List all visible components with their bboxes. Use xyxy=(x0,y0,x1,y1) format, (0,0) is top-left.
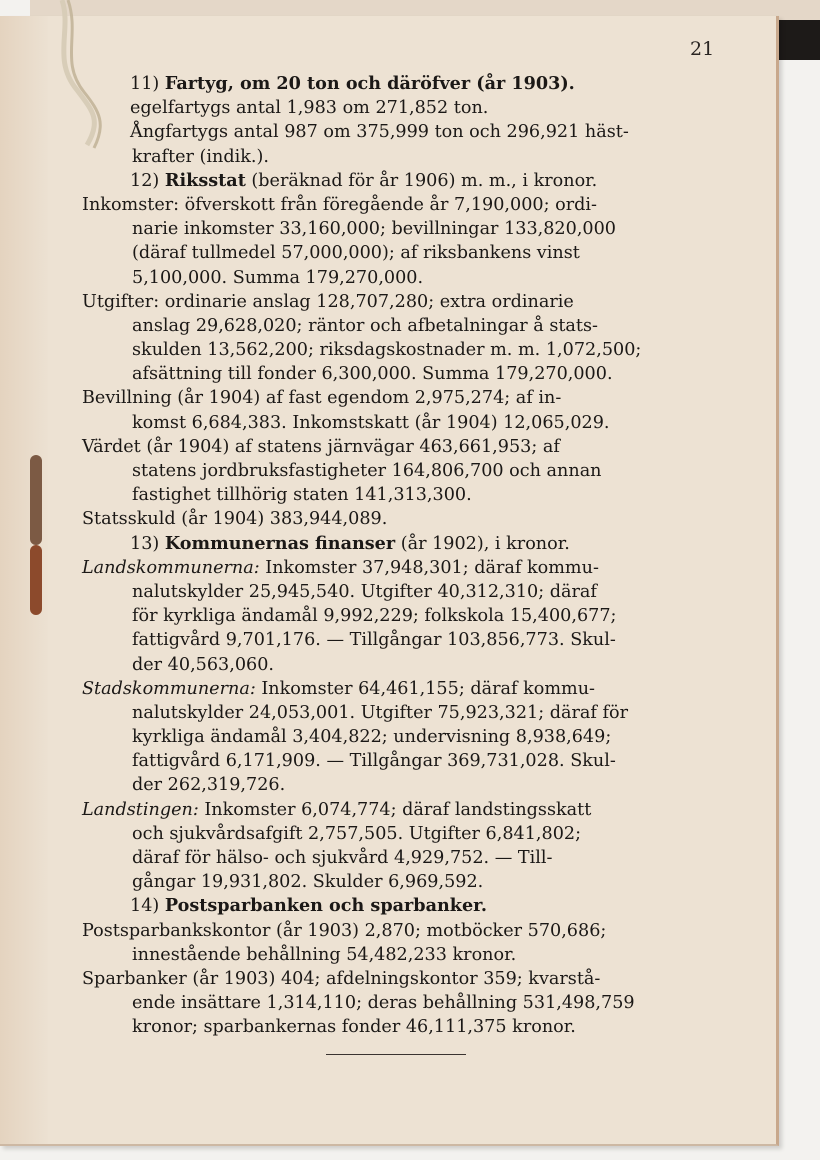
line-text: 14) xyxy=(130,896,165,917)
line-text: Utgifter: ordinarie anslag 128,707,280; extra ordinarie xyxy=(82,291,574,312)
line-text: Ångfartygs antal 987 om 375,999 ton och 296,921 häst- xyxy=(130,122,629,143)
text-line xyxy=(82,1015,722,1039)
text-line xyxy=(82,241,722,265)
line-text: egelfartygs antal 1,983 om 271,852 ton. xyxy=(130,98,489,119)
text-line xyxy=(82,386,722,410)
line-text: (beräknad för år 1906) m. m., i kronor. xyxy=(245,170,598,191)
text-line xyxy=(82,290,722,314)
text-line xyxy=(82,580,722,604)
text-line xyxy=(82,435,722,459)
line-text: nalutskylder 25,945,540. Utgifter 40,312,310; däraf xyxy=(132,581,597,602)
line-text: ende insättare 1,314,110; deras behållning 531,498,759 xyxy=(132,993,635,1014)
closing-rule xyxy=(326,1054,466,1055)
page-text xyxy=(82,72,722,1040)
text-line xyxy=(82,217,722,241)
line-text: Inkomster 37,948,301; däraf kommu- xyxy=(259,557,599,578)
line-text: skulden 13,562,200; riksdagskostnader m. m. 1,072,500; xyxy=(132,340,642,361)
section-heading: Postsparbanken och sparbanker. xyxy=(164,895,487,917)
line-text: anslag 29,628,020; räntor och afbetalningar å stats- xyxy=(132,315,598,336)
line-text: 11) xyxy=(130,74,165,94)
text-line xyxy=(82,507,722,531)
text-line xyxy=(82,773,722,797)
line-text: der 262,319,726. xyxy=(132,775,286,796)
line-text: däraf för hälso- och sjukvård 4,929,752. — Till- xyxy=(132,848,553,868)
line-text: Sparbanker (år 1903) 404; afdelningskontor 359; kvarstå- xyxy=(82,968,601,989)
text-line xyxy=(82,120,722,144)
text-line xyxy=(82,362,722,386)
text-line xyxy=(82,459,722,483)
line-text: komst 6,684,383. Inkomstskatt (år 1904) 12,065,029. xyxy=(132,412,610,433)
text-line xyxy=(82,701,722,725)
text-line xyxy=(82,628,722,652)
text-line xyxy=(82,822,722,846)
text-line xyxy=(82,145,722,169)
line-text: afsättning till fonder 6,300,000. Summa 179,270,000. xyxy=(132,364,613,385)
line-text: Inkomster 6,074,774; däraf landstingsskatt xyxy=(198,799,592,820)
line-text: nalutskylder 24,053,001. Utgifter 75,923,321; däraf för xyxy=(132,702,629,723)
line-text: (år 1902), i kronor. xyxy=(395,533,570,554)
text-line xyxy=(82,556,722,580)
text-line xyxy=(82,749,722,773)
text-line xyxy=(82,725,722,749)
text-line xyxy=(82,943,722,967)
text-line xyxy=(82,96,722,120)
section-heading: Fartyg, om 20 ton och däröfver (år 1903). xyxy=(164,73,575,94)
text-line xyxy=(82,411,722,435)
text-line xyxy=(82,338,722,362)
line-text: (däraf tullmedel 57,000,000); af riksbankens vinst xyxy=(132,243,580,264)
text-line xyxy=(82,314,722,338)
line-text: kronor; sparbankernas fonder 46,111,375 kronor. xyxy=(132,1017,576,1038)
category-label: Stadskommunerna: xyxy=(82,678,256,699)
text-line xyxy=(82,677,722,701)
text-line xyxy=(82,991,722,1015)
line-text: gångar 19,931,802. Skulder 6,969,592. xyxy=(132,872,484,893)
line-text: Bevillning (år 1904) af fast egendom 2,975,274; af in- xyxy=(82,388,562,409)
line-text: narie inkomster 33,160,000; bevillningar 133,820,000 xyxy=(132,219,616,240)
line-text: kyrkliga ändamål 3,404,822; undervisning 8,938,649; xyxy=(132,727,612,748)
text-line xyxy=(82,870,722,894)
page-tear-mark xyxy=(30,545,42,615)
line-text: der 40,563,060. xyxy=(132,654,275,675)
line-text: Värdet (år 1904) af statens järnvägar 463,661,953; af xyxy=(82,436,560,457)
section-heading: Riksstat xyxy=(164,169,246,191)
section-heading: Kommunernas finanser xyxy=(164,532,396,554)
text-line xyxy=(82,967,722,991)
text-line xyxy=(82,193,722,217)
page-number: 21 xyxy=(690,38,715,60)
text-line xyxy=(82,169,722,193)
line-text: 13) xyxy=(130,533,165,554)
line-text: innestående behållning 54,482,233 kronor. xyxy=(132,944,517,965)
text-line xyxy=(82,919,722,943)
line-text: Inkomster: öfverskott från föregående år 7,190,000; ordi- xyxy=(82,194,597,215)
line-text: krafter (indik.). xyxy=(132,146,269,167)
line-text: 5,100,000. Summa 179,270,000. xyxy=(132,267,424,288)
line-text: fattigvård 6,171,909. — Tillgångar 369,731,028. Skul- xyxy=(132,751,616,772)
text-line xyxy=(82,653,722,677)
line-text: Postsparbankskontor (år 1903) 2,870; motböcker 570,686; xyxy=(82,920,607,941)
line-text: fattigvård 9,701,176. — Tillgångar 103,856,773. Skul- xyxy=(132,630,616,651)
page-tear-mark xyxy=(30,455,42,545)
line-text: och sjukvårdsafgift 2,757,505. Utgifter 6,841,802; xyxy=(132,823,582,844)
line-text: statens jordbruksfastigheter 164,806,700 och annan xyxy=(132,461,602,481)
text-line xyxy=(82,483,722,507)
text-line xyxy=(82,72,722,96)
line-text: Inkomster 64,461,155; däraf kommu- xyxy=(255,678,595,699)
line-text: fastighet tillhörig staten 141,313,300. xyxy=(132,485,472,506)
line-text: Statsskuld (år 1904) 383,944,089. xyxy=(82,509,388,530)
category-label: Landstingen: xyxy=(82,799,199,820)
text-line xyxy=(82,266,722,290)
text-line xyxy=(82,798,722,822)
category-label: Landskommunerna: xyxy=(82,557,260,578)
line-text: 12) xyxy=(130,170,165,191)
text-line xyxy=(82,604,722,628)
text-line xyxy=(82,532,722,556)
text-line xyxy=(82,894,722,918)
line-text: för kyrkliga ändamål 9,992,229; folkskola 15,400,677; xyxy=(132,606,617,627)
text-line xyxy=(82,846,722,870)
